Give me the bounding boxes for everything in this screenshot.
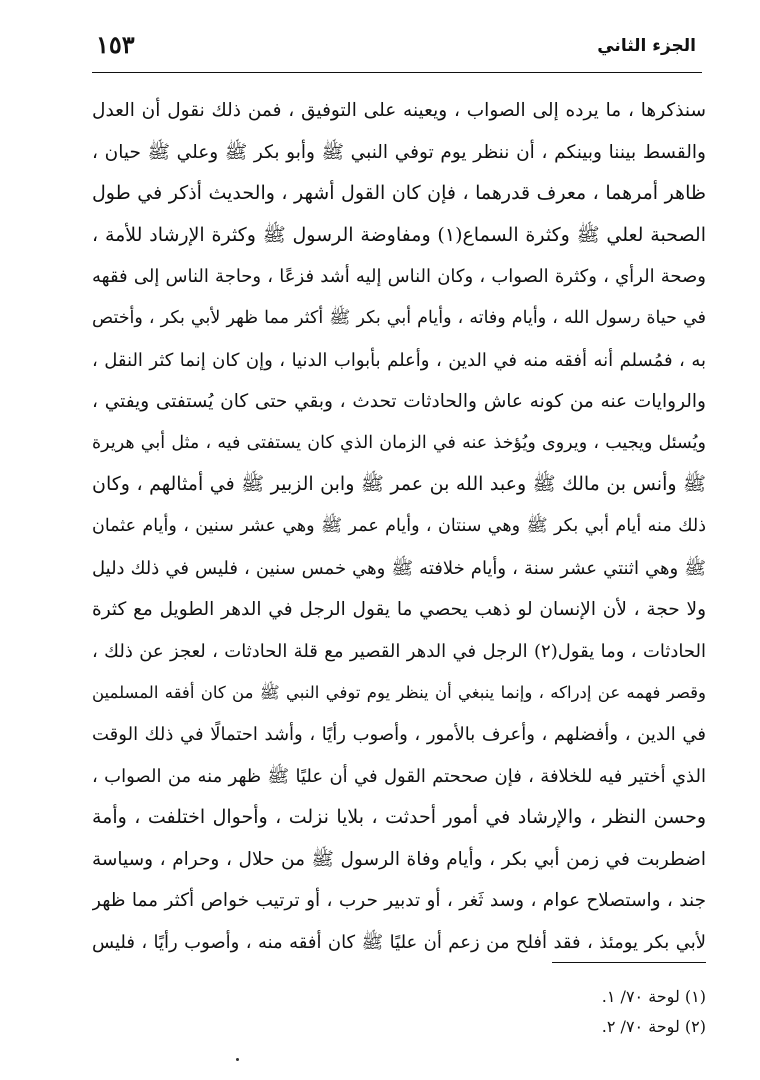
text-line: ويُسئل ويجيب ، ويروى ويُؤخذ عنه في الزمان الذي كان يستفتى فيه ، مثل أبي هريرة (92, 432, 706, 453)
text-line: الصحبة لعلي ﷺ وكثرة السماع(١) ومفاوضة الرسول ﷺ وكثرة الإرشاد للأمة ، (92, 223, 706, 246)
text-line: وقصر فهمه عن إدراكه ، وإنما ينبغي أن ينظر يوم توفي النبي ﷺ من كان أفقه المسلمين (92, 683, 706, 703)
text-line: ذلك منه أيام أبي بكر ﷺ وهي سنتان ، وأيام عمر ﷺ وهي عشر سنين ، وأيام عثمان (92, 515, 706, 536)
text-line: ﷺ وهي اثنتي عشر سنة ، وأيام خلافته ﷺ وهي خمس سنين ، فليس في ذلك دليل (92, 557, 706, 579)
header-divider (92, 72, 702, 73)
text-line: الذي أختير فيه للخلافة ، فإن صححتم القول في أن عليًا ﷺ ظهر منه من الصواب ، (92, 765, 706, 787)
footnotes (406, 982, 706, 1042)
text-line: والروايات عنه من كونه عاش والحادثات تحدث ، وبقي حتى كان يُستفتى ويفتي ، (92, 391, 706, 413)
text-line: جند ، واستصلاح عوام ، وسد ثَغر ، أو تدبير حرب ، أو ترتيب خواص أكثر مما ظهر (92, 890, 706, 912)
scan-speck (236, 1058, 239, 1061)
text-line: والقسط بيننا وبينكم ، أن ننظر يوم توفي النبي ﷺ وأبو بكر ﷺ وعلي ﷺ حيان ، (92, 141, 706, 163)
text-line: في حياة رسول الله ، وأيام وفاته ، وأيام أبي بكر ﷺ أكثر مما ظهر لأبي بكر ، وأختص (92, 307, 706, 328)
text-line: ولا حجة ، لأن الإنسان لو ذهب يحصي ما يقول الرجل في الدهر الطويل مع كثرة (92, 599, 706, 621)
text-line: وصحة الرأي ، وكثرة الصواب ، وكان الناس إليه أشد فزعًا ، وحاجة الناس إلى فقهه (92, 266, 706, 288)
text-line: اضطربت في زمن أبي بكر ، وأيام وفاة الرسول ﷺ من حلال ، وحرام ، وسياسة (92, 848, 706, 870)
page-header (96, 30, 696, 70)
text-line: به ، فمُسلم أنه أفقه منه في الدين ، وأعلم بأبواب الدنيا ، وإن كان إنما كثر النقل ، (92, 349, 706, 371)
text-line: وحسن النظر ، والإرشاد في أمور أحدثت ، بلايا نزلت ، وأحوال اختلفت ، وأمة (92, 806, 706, 829)
footnote: (١) لوحة ٧٠/ ١. (601, 987, 706, 1006)
text-line: ظاهر أمرهما ، معرف قدرهما ، فإن كان القول أشهر ، والحديث أذكر في طول (92, 182, 706, 205)
text-line: ﷺ وأنس بن مالك ﷺ وعبد الله بن عمر ﷺ وابن الزبير ﷺ في أمثالهم ، وكان (92, 473, 706, 496)
text-line: سنذكرها ، ما يرده إلى الصواب ، ويعينه على التوفيق ، فمن ذلك نقول أن العدل (92, 100, 706, 121)
text-line: لأبي بكر يومئذ ، فقد أفلح من زعم أن عليًا ﷺ كان أفقه منه ، وأصوب رأيًا ، فليس (92, 931, 706, 953)
footnote-divider (552, 962, 706, 963)
page-number: ١٥٣ (96, 30, 135, 59)
text-line: في الدين ، وأفضلهم ، وأعرف بالأمور ، وأصوب رأيًا ، وأشد احتمالًا في ذلك الوقت (92, 723, 706, 745)
text-line: الحادثات ، وما يقول(٢) الرجل في الدهر القصير مع قلة الحادثات ، لعجز عن ذلك ، (92, 640, 706, 662)
main-text (92, 90, 706, 963)
footnote: (٢) لوحة ٧٠/ ٢. (601, 1017, 706, 1036)
running-title: الجزء الثاني (597, 36, 696, 56)
